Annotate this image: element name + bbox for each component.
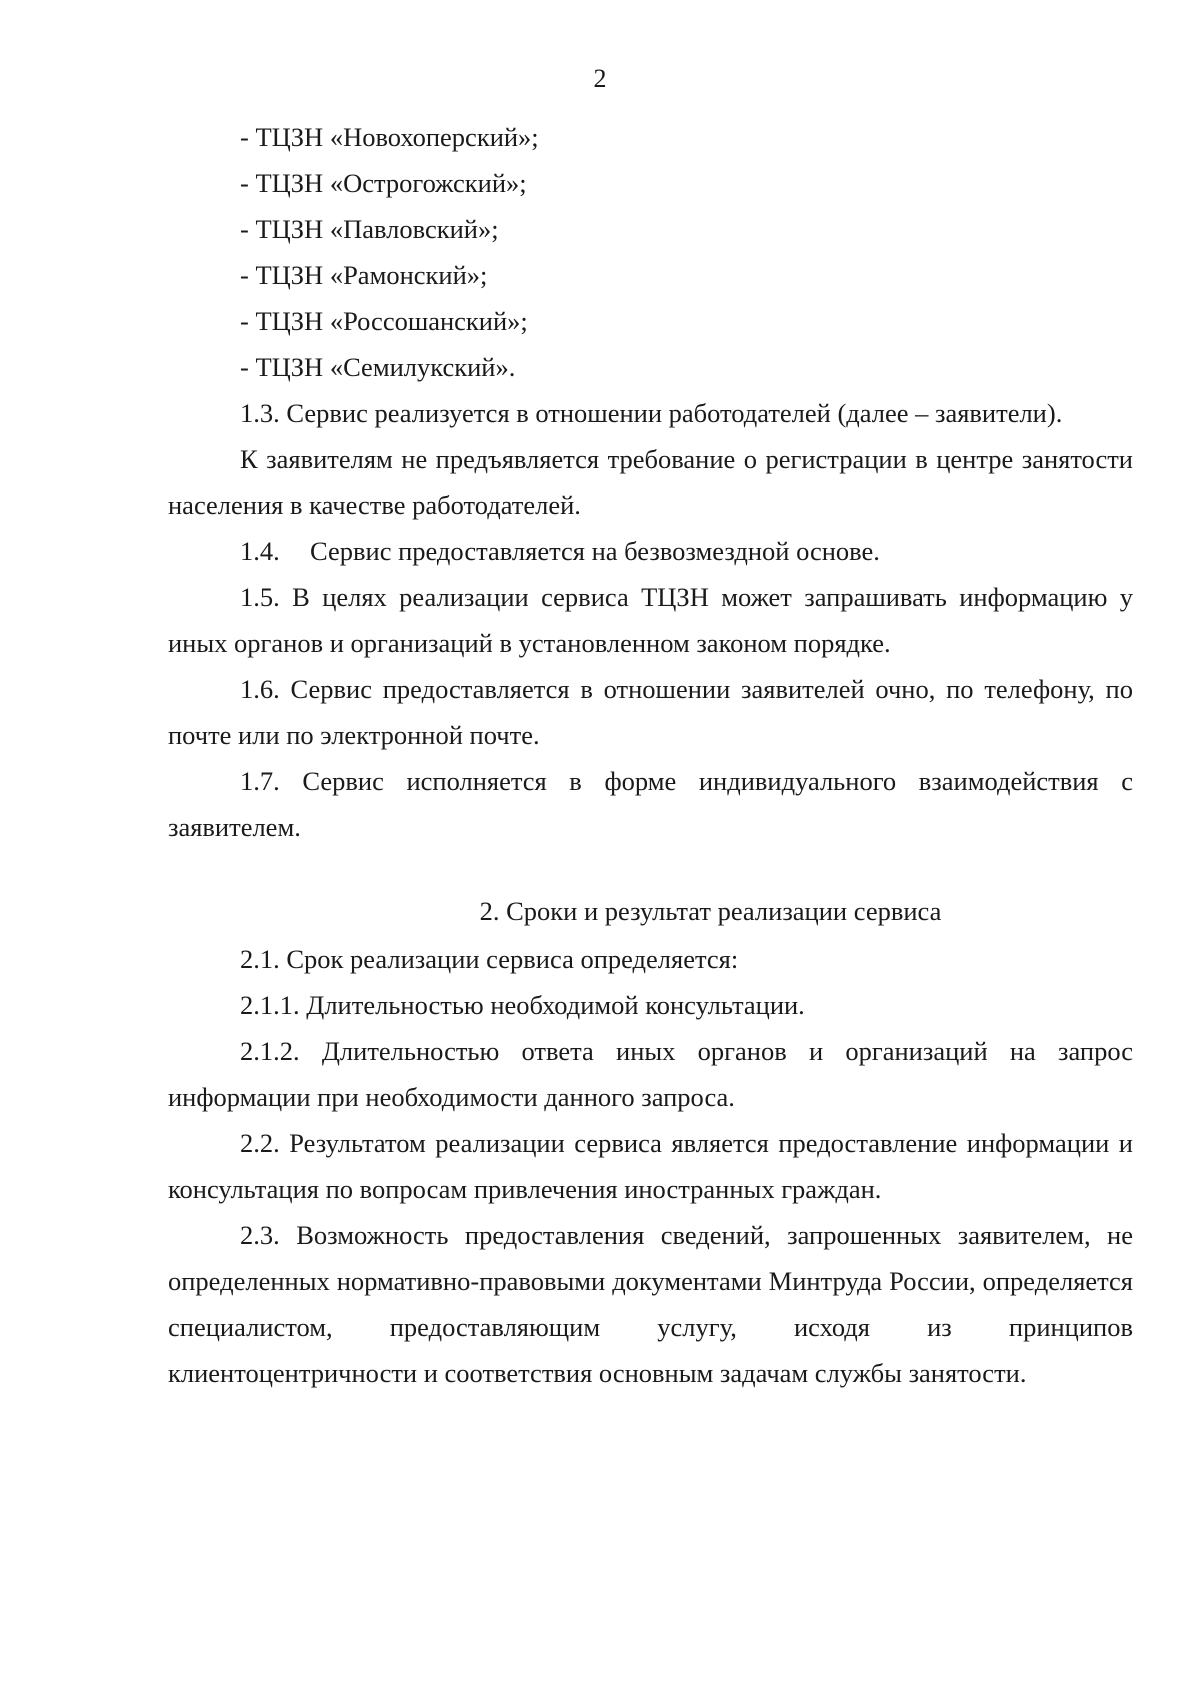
list-item: - ТЦЗН «Семилукский». (240, 352, 516, 382)
section-heading: 2. Сроки и результат реализации сервиса (479, 896, 942, 926)
document-body (168, 114, 1133, 1396)
list-item: - ТЦЗН «Рамонский»; (240, 260, 488, 290)
paragraph-1-4 (168, 528, 1133, 574)
paragraph-2-1: 2.1. Срок реализации сервиса определяется: (240, 944, 739, 974)
paragraph-1-6: 1.6. Сервис предоставляется в отношении заявителей очно, по телефону, по почте или по электронной почте. (168, 674, 1133, 750)
paragraph-2-2: 2.2. Результатом реализации сервиса является предоставление информации и консультация по вопросам привлечения иностранных граждан. (168, 1128, 1133, 1204)
paragraph-2-1-1: 2.1.1. Длительностью необходимой консультации. (240, 990, 805, 1020)
paragraph-1-3-continued: К заявителям не предъявляется требование о регистрации в центре занятости населения в качестве работодателей. (168, 444, 1133, 520)
paragraph-number: 1.4. (240, 536, 280, 566)
paragraph-2-1-2: 2.1.2. Длительностью ответа иных органов и организаций на запрос информации при необходимости данного запроса. (168, 1036, 1133, 1112)
paragraph-2-3: 2.3. Возможность предоставления сведений, запрошенных заявителем, не определенных нормативно-правовыми документами Минтруда России, определяется специалистом, предоставляющим услугу, исходя из принципов клиентоцентричности и соответствия основным задачам службы занятости. (168, 1220, 1133, 1388)
page-number: 2 (593, 64, 607, 93)
list-item: - ТЦЗН «Острогожский»; (240, 168, 527, 198)
paragraph-1-3: 1.3. Сервис реализуется в отношении работодателей (далее – заявители). (240, 398, 1063, 428)
paragraph-1-7: 1.7. Сервис исполняется в форме индивидуального взаимодействия с заявителем. (168, 766, 1133, 842)
list-item: - ТЦЗН «Павловский»; (240, 214, 499, 244)
paragraph-1-5: 1.5. В целях реализации сервиса ТЦЗН может запрашивать информацию у иных органов и организаций в установленном законом порядке. (168, 582, 1133, 658)
paragraph-text: Сервис предоставляется на безвозмездной основе. (310, 536, 880, 566)
list-item: - ТЦЗН «Россошанский»; (240, 306, 528, 336)
list-item: - ТЦЗН «Новохоперский»; (240, 122, 539, 152)
